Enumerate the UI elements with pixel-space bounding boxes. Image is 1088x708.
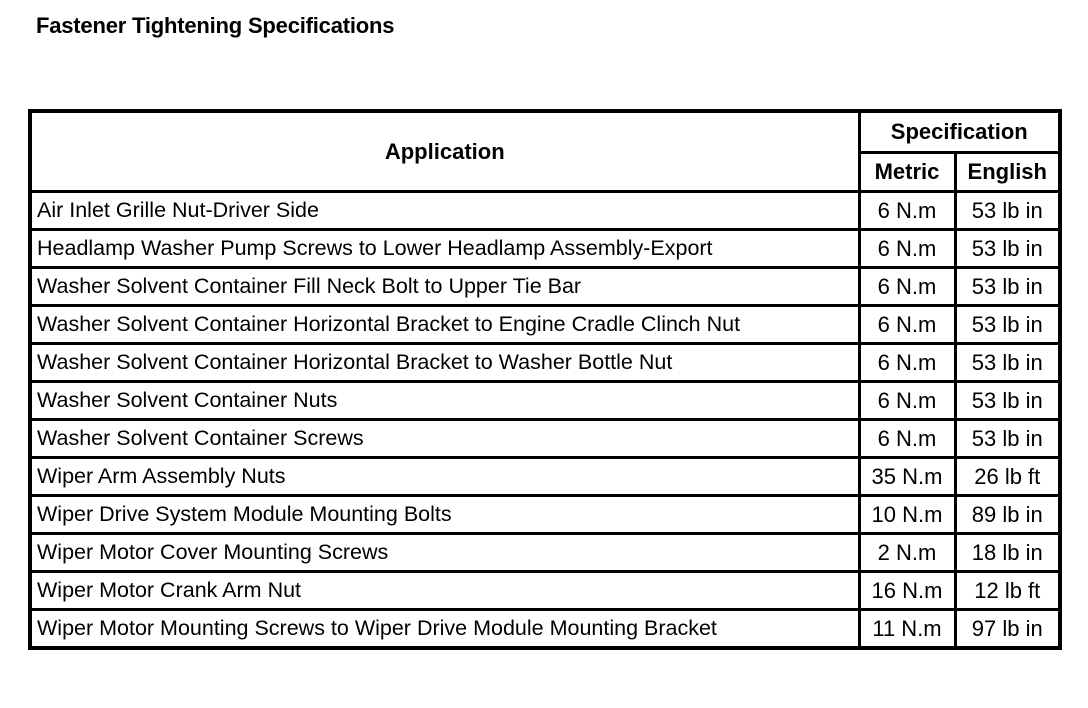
column-header-metric: Metric [859,153,955,192]
cell-application: Wiper Arm Assembly Nuts [30,458,859,496]
cell-english: 12 lb ft [955,572,1060,610]
cell-metric: 16 N.m [859,572,955,610]
table-row [30,306,1060,344]
cell-english: 53 lb in [955,268,1060,306]
page-title: Fastener Tightening Specifications [36,13,395,38]
header-row-group [30,111,1060,153]
cell-metric: 11 N.m [859,610,955,649]
cell-application: Washer Solvent Container Horizontal Bracket to Washer Bottle Nut [30,344,859,382]
table-row [30,458,1060,496]
cell-application: Headlamp Washer Pump Screws to Lower Headlamp Assembly-Export [30,230,859,268]
table-row [30,230,1060,268]
table-row [30,572,1060,610]
cell-application: Wiper Motor Cover Mounting Screws [30,534,859,572]
cell-english: 53 lb in [955,306,1060,344]
table-row [30,344,1060,382]
cell-application: Washer Solvent Container Screws [30,420,859,458]
table-row [30,382,1060,420]
table-row [30,534,1060,572]
cell-application: Washer Solvent Container Horizontal Bracket to Engine Cradle Clinch Nut [30,306,859,344]
table-body [30,192,1060,649]
cell-metric: 6 N.m [859,306,955,344]
cell-metric: 10 N.m [859,496,955,534]
cell-metric: 6 N.m [859,420,955,458]
cell-metric: 35 N.m [859,458,955,496]
cell-metric: 6 N.m [859,344,955,382]
cell-english: 97 lb in [955,610,1060,649]
cell-english: 26 lb ft [955,458,1060,496]
cell-english: 53 lb in [955,230,1060,268]
table-row [30,192,1060,230]
cell-metric: 6 N.m [859,382,955,420]
cell-application: Wiper Motor Crank Arm Nut [30,572,859,610]
cell-english: 53 lb in [955,192,1060,230]
table-header [30,111,1060,192]
cell-english: 53 lb in [955,344,1060,382]
cell-application: Washer Solvent Container Fill Neck Bolt to Upper Tie Bar [30,268,859,306]
column-header-specification: Specification [859,111,1060,153]
cell-metric: 6 N.m [859,230,955,268]
cell-application: Washer Solvent Container Nuts [30,382,859,420]
cell-metric: 6 N.m [859,268,955,306]
cell-english: 89 lb in [955,496,1060,534]
cell-english: 18 lb in [955,534,1060,572]
cell-english: 53 lb in [955,382,1060,420]
cell-application: Wiper Motor Mounting Screws to Wiper Drive Module Mounting Bracket [30,610,859,649]
cell-application: Air Inlet Grille Nut-Driver Side [30,192,859,230]
column-header-application: Application [30,111,859,192]
column-header-english: English [955,153,1060,192]
table-row [30,496,1060,534]
table-row [30,420,1060,458]
table-row [30,610,1060,649]
cell-metric: 6 N.m [859,192,955,230]
fastener-spec-table [28,109,1062,650]
cell-metric: 2 N.m [859,534,955,572]
table-row [30,268,1060,306]
cell-english: 53 lb in [955,420,1060,458]
cell-application: Wiper Drive System Module Mounting Bolts [30,496,859,534]
